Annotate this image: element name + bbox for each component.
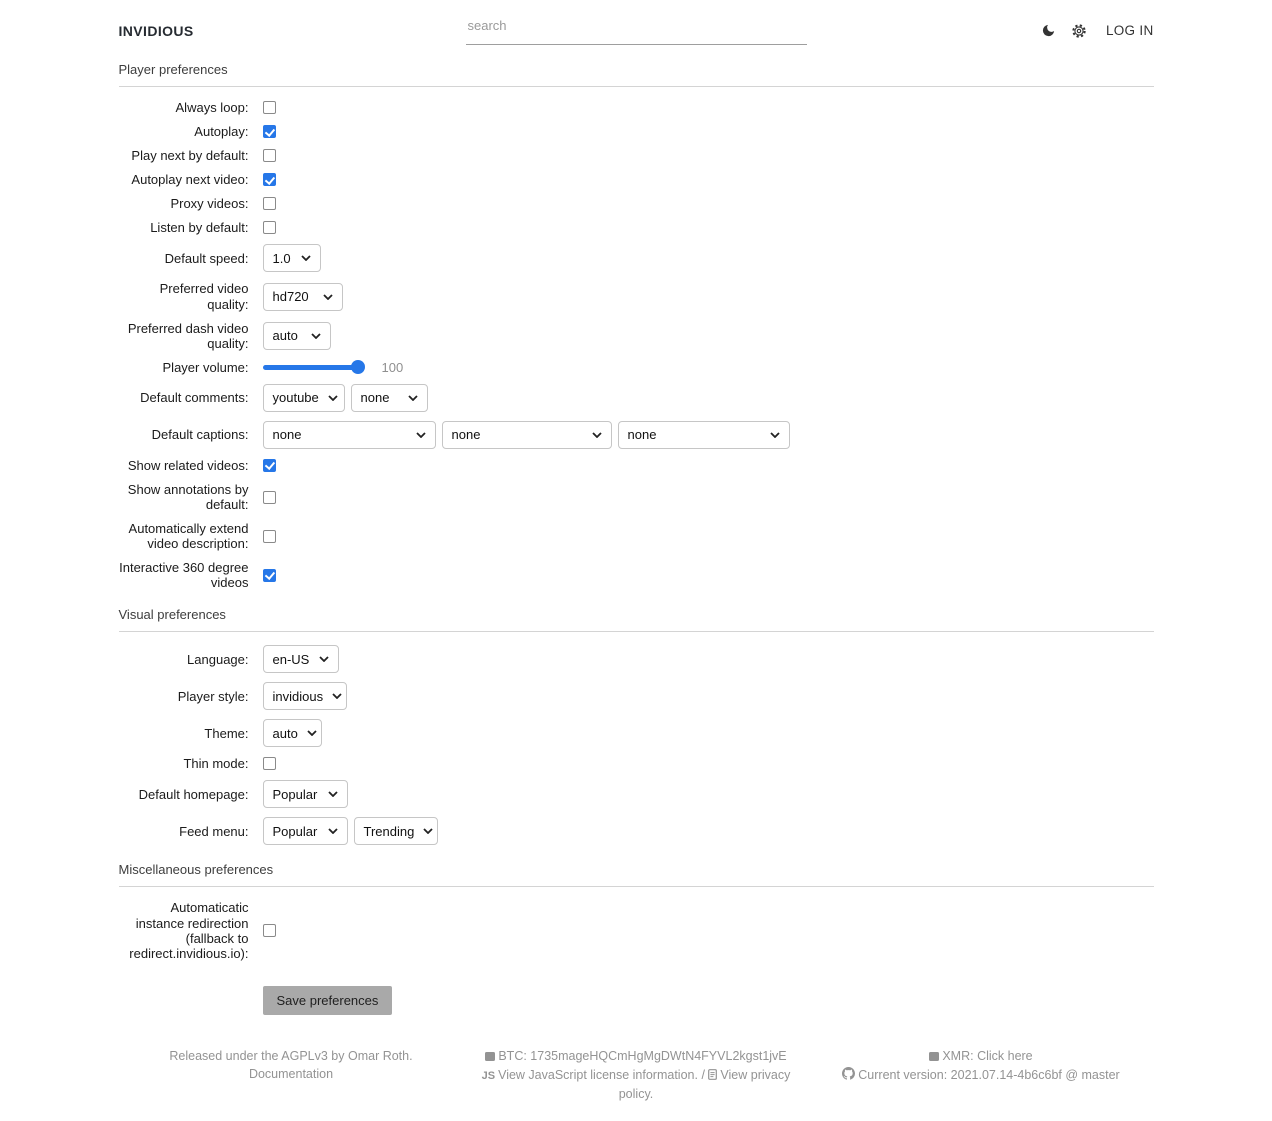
section-title-misc: Miscellaneous preferences bbox=[119, 862, 1154, 887]
header-actions bbox=[807, 23, 1154, 39]
moon-icon[interactable] bbox=[1041, 23, 1056, 38]
thin-mode-checkbox[interactable] bbox=[263, 757, 276, 770]
pref-row-default-captions bbox=[119, 421, 1154, 449]
section-title-player: Player preferences bbox=[119, 62, 1154, 87]
comments-select-2[interactable] bbox=[351, 384, 428, 412]
slider-thumb[interactable] bbox=[351, 360, 365, 374]
pref-row-language bbox=[119, 645, 1154, 673]
player-style-select[interactable] bbox=[263, 682, 347, 710]
footer-left bbox=[119, 1047, 464, 1103]
book-icon bbox=[708, 1067, 717, 1085]
pref-label: Language: bbox=[187, 651, 249, 667]
preferred-quality-select[interactable] bbox=[263, 283, 343, 311]
pref-label: Show related videos: bbox=[127, 457, 249, 473]
search-input[interactable] bbox=[466, 16, 807, 45]
auto-redirect-checkbox[interactable] bbox=[263, 924, 276, 937]
captions-select-1[interactable] bbox=[263, 421, 436, 449]
select-value: Trending bbox=[363, 823, 415, 839]
brand-logo[interactable]: INVIDIOUS bbox=[118, 22, 194, 39]
volume-slider[interactable] bbox=[263, 360, 363, 374]
play-next-checkbox[interactable] bbox=[263, 149, 276, 162]
documentation-link[interactable]: Documentation bbox=[248, 1066, 334, 1081]
pref-label: Theme: bbox=[204, 725, 249, 741]
pref-row-play-next bbox=[119, 148, 1154, 163]
footer-middle bbox=[464, 1047, 809, 1103]
select-value: 1.0 bbox=[272, 250, 291, 266]
select-value: none bbox=[451, 427, 481, 443]
show-related-checkbox[interactable] bbox=[263, 459, 276, 472]
chevron-down-icon bbox=[328, 395, 338, 401]
theme-select[interactable] bbox=[263, 719, 322, 747]
coin-icon bbox=[929, 1048, 939, 1066]
select-value: en-US bbox=[272, 651, 310, 667]
proxy-videos-checkbox[interactable] bbox=[263, 197, 276, 210]
pref-label: Interactive 360 degree videos bbox=[119, 560, 249, 591]
search-form bbox=[466, 16, 807, 45]
select-value: invidious bbox=[272, 688, 324, 704]
misc-preferences-section bbox=[119, 887, 1154, 1014]
pref-row-autoplay-next bbox=[119, 172, 1154, 187]
gear-icon[interactable] bbox=[1071, 23, 1087, 39]
pref-label: Listen by default: bbox=[150, 220, 249, 236]
pref-row-listen-default bbox=[119, 220, 1154, 235]
footer-separator: / bbox=[701, 1067, 705, 1082]
chevron-down-icon bbox=[328, 791, 338, 797]
pref-label: Show annotations by default: bbox=[127, 481, 249, 513]
select-value: none bbox=[627, 427, 657, 443]
footer-xmr-line bbox=[815, 1047, 1148, 1066]
pref-label: Preferred dash video quality: bbox=[127, 320, 249, 351]
pref-row-interactive-360 bbox=[119, 560, 1154, 590]
js-license-link[interactable]: View JavaScript license information. bbox=[498, 1067, 698, 1082]
visual-preferences-section bbox=[119, 632, 1154, 845]
captions-select-3[interactable] bbox=[618, 421, 790, 449]
captions-select-2[interactable] bbox=[442, 421, 612, 449]
pref-label: Player volume: bbox=[162, 359, 249, 375]
listen-default-checkbox[interactable] bbox=[263, 221, 276, 234]
comments-select-1[interactable] bbox=[263, 384, 345, 412]
default-speed-select[interactable] bbox=[263, 244, 321, 272]
pref-row-always-loop bbox=[119, 100, 1154, 115]
pref-row-default-homepage bbox=[119, 780, 1154, 808]
select-value: none bbox=[272, 427, 302, 443]
pref-label: Default comments: bbox=[140, 390, 249, 406]
extend-description-checkbox[interactable] bbox=[263, 530, 276, 543]
chevron-down-icon bbox=[328, 828, 338, 834]
page-container bbox=[119, 0, 1154, 1121]
pref-label: Preferred video quality: bbox=[159, 281, 249, 312]
pref-label: Feed menu: bbox=[179, 823, 249, 839]
version-text: Current version: 2021.07.14-4b6c6bf @ master bbox=[858, 1067, 1120, 1082]
js-icon: JS bbox=[481, 1069, 496, 1082]
pref-label: Player style: bbox=[177, 688, 249, 704]
top-navbar bbox=[119, 0, 1154, 45]
chevron-down-icon bbox=[301, 255, 311, 261]
feed-menu-select-2[interactable] bbox=[354, 817, 438, 845]
default-homepage-select[interactable] bbox=[263, 780, 348, 808]
pref-label: Always loop: bbox=[175, 100, 249, 115]
pref-row-dash-quality bbox=[119, 321, 1154, 351]
chevron-down-icon bbox=[408, 395, 418, 401]
select-value: none bbox=[360, 390, 390, 406]
pref-row-default-comments bbox=[119, 384, 1154, 412]
slider-track bbox=[263, 365, 363, 370]
btc-address: BTC: 1735mageHQCmHgMgDWtN4FYVL2kgst1jvE bbox=[498, 1048, 787, 1063]
select-value: youtube bbox=[272, 390, 319, 406]
pref-row-player-style bbox=[119, 682, 1154, 710]
pref-label: Autoplay: bbox=[194, 124, 249, 140]
chevron-down-icon bbox=[323, 294, 333, 300]
pref-row-show-related bbox=[119, 458, 1154, 473]
pref-row-feed-menu bbox=[119, 817, 1154, 845]
pref-row-theme bbox=[119, 719, 1154, 747]
chevron-down-icon bbox=[423, 828, 433, 834]
footer-right bbox=[809, 1047, 1154, 1103]
chevron-down-icon bbox=[307, 730, 317, 736]
always-loop-checkbox[interactable] bbox=[263, 101, 276, 114]
pref-row-proxy-videos bbox=[119, 196, 1154, 211]
autoplay-checkbox[interactable] bbox=[263, 125, 276, 138]
privacy-policy-link[interactable]: View privacy policy. bbox=[618, 1067, 791, 1102]
pref-row-auto-redirect bbox=[119, 900, 1154, 960]
pref-row-extend-description bbox=[119, 521, 1154, 551]
xmr-link[interactable]: XMR: Click here bbox=[942, 1048, 1033, 1063]
coin-icon bbox=[485, 1048, 495, 1066]
github-icon bbox=[842, 1067, 855, 1085]
chevron-down-icon bbox=[319, 656, 329, 662]
chevron-down-icon bbox=[332, 693, 342, 699]
select-value: auto bbox=[272, 725, 298, 741]
pref-row-thin-mode bbox=[119, 756, 1154, 771]
save-preferences-button[interactable]: Save preferences bbox=[263, 986, 393, 1015]
pref-label: Autoplay next video: bbox=[131, 172, 249, 188]
player-preferences-section bbox=[119, 87, 1154, 590]
chevron-down-icon bbox=[770, 432, 780, 438]
chevron-down-icon bbox=[592, 432, 602, 438]
pref-row-preferred-quality bbox=[119, 281, 1154, 311]
select-value: Popular bbox=[272, 786, 318, 802]
volume-value: 100 bbox=[381, 359, 404, 375]
login-link[interactable]: LOG IN bbox=[1105, 23, 1154, 38]
pref-row-default-speed bbox=[119, 244, 1154, 272]
footer-btc-line bbox=[470, 1047, 803, 1066]
language-select[interactable] bbox=[263, 645, 339, 673]
pref-label: Default speed: bbox=[164, 250, 249, 266]
page-footer bbox=[119, 1047, 1154, 1121]
footer-links-line bbox=[470, 1066, 803, 1103]
pref-label: Automatically extend video description: bbox=[128, 521, 249, 552]
pref-label: Play next by default: bbox=[131, 148, 249, 164]
select-value: auto bbox=[272, 328, 298, 344]
section-title-visual: Visual preferences bbox=[119, 607, 1154, 632]
select-value: Popular bbox=[272, 823, 318, 839]
pref-label: Default homepage: bbox=[138, 786, 249, 802]
dash-quality-select[interactable] bbox=[263, 322, 331, 350]
footer-version-line bbox=[815, 1066, 1148, 1085]
chevron-down-icon bbox=[311, 333, 321, 339]
pref-label: Default captions: bbox=[151, 427, 249, 443]
pref-label: Proxy videos: bbox=[170, 196, 249, 212]
select-value: hd720 bbox=[272, 289, 309, 305]
pref-row-player-volume bbox=[119, 360, 1154, 375]
chevron-down-icon bbox=[416, 432, 426, 438]
pref-label: Thin mode: bbox=[183, 756, 249, 772]
pref-row-show-annotations bbox=[119, 482, 1154, 512]
autoplay-next-checkbox[interactable] bbox=[263, 173, 276, 186]
footer-license-line: Released under the AGPLv3 by Omar Roth. bbox=[169, 1048, 413, 1063]
feed-menu-select-1[interactable] bbox=[263, 817, 348, 845]
pref-row-autoplay bbox=[119, 124, 1154, 139]
pref-label: Automaticatic instance redirection (fallback to redirect.invidious.io): bbox=[129, 900, 249, 961]
interactive-360-checkbox[interactable] bbox=[263, 569, 276, 582]
show-annotations-checkbox[interactable] bbox=[263, 491, 276, 504]
